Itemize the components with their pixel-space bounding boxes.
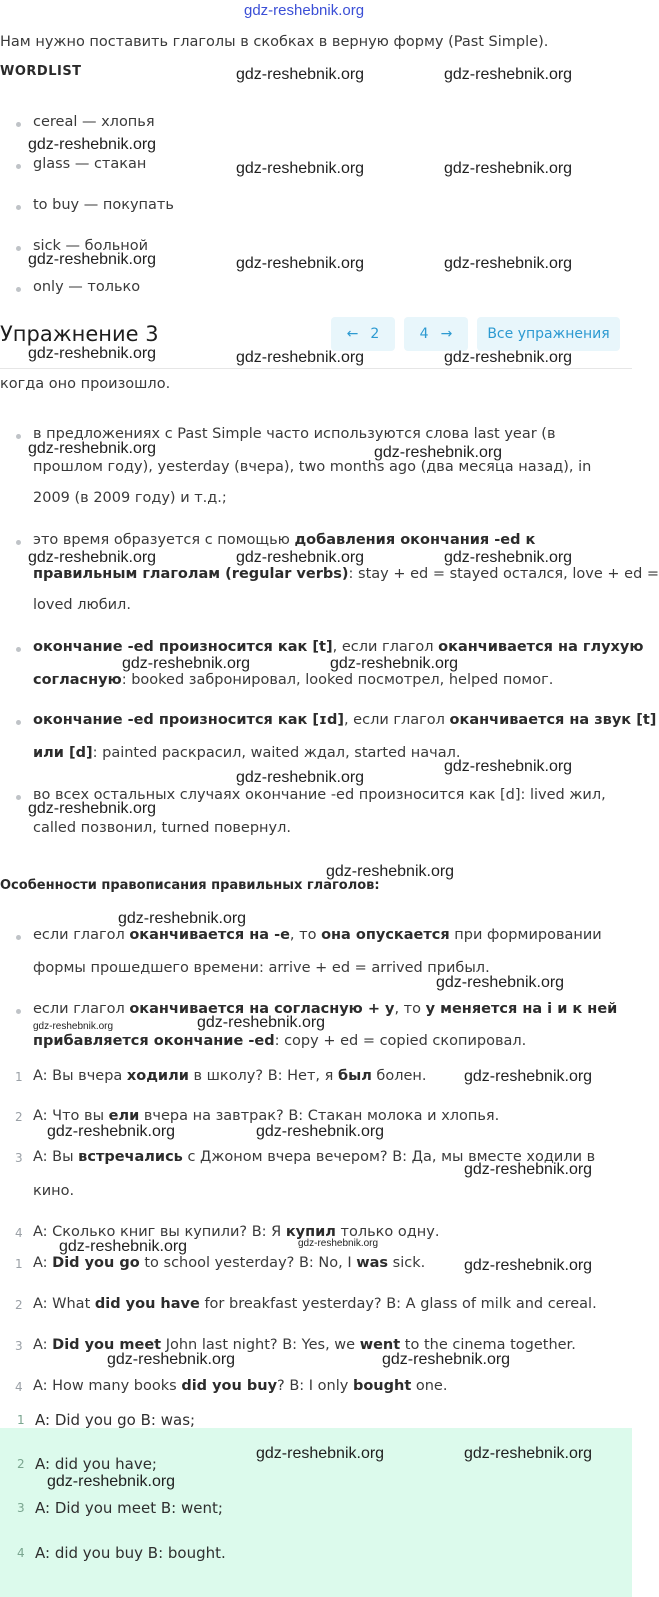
all-exercises-button[interactable] [477, 317, 620, 351]
watermark: gdz-reshebnik.org [47, 1473, 176, 1490]
item-number: 2 [15, 1110, 23, 1124]
watermark: gdz-reshebnik.org [28, 345, 157, 362]
bullet [16, 164, 21, 169]
spelling-line: если глагол оканчивается на согласную + у, то у меняется на i и к ней [33, 1001, 618, 1017]
wordlist-item: glass — стакан [33, 156, 147, 172]
theory-line: согласную: booked забронировал, looked посмотрел, helped помог. [33, 672, 554, 688]
russian-sentence: A: Вы встречались с Джоном вчера вечером? B: Да, мы вместе ходили в [33, 1149, 596, 1165]
english-sentence: A: Did you meet John last night? B: Yes, we went to the cinema together. [33, 1337, 576, 1353]
prev-exercise-button[interactable] [331, 317, 395, 351]
spelling-line: формы прошедшего времени: arrive + ed = arrived прибыл. [33, 960, 490, 976]
theory-line: правильным глаголам (regular verbs): stay + ed = stayed остался, love + ed = [33, 566, 659, 582]
item-number: 1 [17, 1413, 25, 1427]
exercise-title: Упражнение 3 [0, 322, 159, 346]
bullet [16, 205, 21, 210]
watermark: gdz-reshebnik.org [107, 1351, 236, 1368]
item-number: 3 [17, 1501, 25, 1515]
watermark: gdz-reshebnik.org [330, 655, 459, 672]
watermark: gdz-reshebnik.org [236, 769, 365, 786]
wordlist-title: WORDLIST [0, 64, 82, 79]
watermark: gdz-reshebnik.org [28, 251, 157, 268]
wordlist-item: to buy — покупать [33, 197, 174, 213]
watermark: gdz-reshebnik.org [197, 1014, 326, 1031]
watermark: gdz-reshebnik.org [47, 1123, 176, 1140]
answer-line: A: did you have; [35, 1455, 157, 1473]
russian-sentence-cont: кино. [33, 1183, 75, 1199]
english-sentence: A: Did you go to school yesterday? B: No, I was sick. [33, 1255, 426, 1271]
item-number: 1 [15, 1070, 23, 1084]
watermark: gdz-reshebnik.org [122, 655, 251, 672]
next-exercise-button[interactable] [404, 317, 468, 351]
item-number: 3 [15, 1151, 23, 1165]
watermark-top: gdz-reshebnik.org [244, 2, 365, 19]
theory-line: это время образуется с помощью добавления окончания -ed к [33, 532, 536, 548]
item-number: 4 [15, 1226, 23, 1240]
watermark: gdz-reshebnik.org [236, 255, 365, 272]
watermark: gdz-reshebnik.org [444, 66, 573, 83]
bullet [16, 647, 21, 652]
english-sentence: A: What did you have for breakfast yesterday? B: A glass of milk and cereal. [33, 1296, 597, 1312]
watermark: gdz-reshebnik.org [256, 1123, 385, 1140]
intro-text: Нам нужно поставить глаголы в скобках в верную форму (Past Simple). [0, 34, 549, 50]
arrow-left-icon: ← [346, 326, 359, 342]
divider [0, 368, 632, 369]
bullet [16, 720, 21, 725]
watermark: gdz-reshebnik.org [464, 1445, 593, 1462]
answer-line: A: Did you go B: was; [35, 1411, 196, 1429]
theory-intro: когда оно произошло. [0, 376, 171, 392]
theory-line: 2009 (в 2009 году) и т.д.; [33, 490, 227, 506]
watermark: gdz-reshebnik.org [236, 349, 365, 366]
all-exercises-label: Все упражнения [487, 326, 610, 342]
watermark: gdz-reshebnik.org [236, 66, 365, 83]
theory-line: окончание -ed произносится как [t], если глагол оканчивается на глухую [33, 639, 644, 655]
watermark: gdz-reshebnik.org [118, 910, 247, 927]
watermark: gdz-reshebnik.org [59, 1238, 188, 1255]
watermark: gdz-reshebnik.org [382, 1351, 511, 1368]
watermark: gdz-reshebnik.org [236, 160, 365, 177]
watermark: gdz-reshebnik.org [298, 1238, 379, 1249]
bullet [16, 434, 21, 439]
bullet [16, 540, 21, 545]
theory-line: или [d]: painted раскрасил, waited ждал, started начал. [33, 745, 461, 761]
english-sentence: A: How many books did you buy? B: I only bought one. [33, 1378, 448, 1394]
watermark: gdz-reshebnik.org [444, 160, 573, 177]
watermark: gdz-reshebnik.org [28, 136, 157, 153]
theory-line: called позвонил, turned повернул. [33, 820, 291, 836]
answer-line: A: did you buy B: bought. [35, 1544, 226, 1562]
watermark: gdz-reshebnik.org [464, 1257, 593, 1274]
next-exercise-label: 4 [419, 326, 429, 342]
theory-line: в предложениях с Past Simple часто используются слова last year (в [33, 426, 556, 442]
spelling-title: Особенности правописания правильных глаголов: [0, 878, 380, 893]
watermark: gdz-reshebnik.org [444, 758, 573, 775]
watermark: gdz-reshebnik.org [464, 1068, 593, 1085]
russian-sentence: A: Сколько книг вы купили? B: Я купил только одну. [33, 1224, 440, 1240]
russian-sentence: A: Что вы ели вчера на завтрак? B: Стакан молока и хлопья. [33, 1108, 500, 1124]
watermark: gdz-reshebnik.org [436, 974, 565, 991]
spelling-line: прибавляется окончание -ed: copy + ed = copied скопировал. [33, 1033, 527, 1049]
item-number: 4 [17, 1546, 25, 1560]
watermark: gdz-reshebnik.org [374, 444, 503, 461]
watermark: gdz-reshebnik.org [33, 1021, 114, 1032]
item-number: 1 [15, 1257, 23, 1271]
watermark: gdz-reshebnik.org [444, 255, 573, 272]
wordlist-item: sick — больной [33, 238, 149, 254]
bullet [16, 1009, 21, 1014]
bullet [16, 246, 21, 251]
item-number: 2 [15, 1298, 23, 1312]
wordlist-item: cereal — хлопья [33, 114, 155, 130]
watermark: gdz-reshebnik.org [28, 549, 157, 566]
item-number: 4 [15, 1380, 23, 1394]
bullet [16, 935, 21, 940]
item-number: 2 [17, 1457, 25, 1471]
bullet [16, 122, 21, 127]
item-number: 3 [15, 1339, 23, 1353]
theory-line: окончание -ed произносится как [ɪd], если глагол оканчивается на звук [t] [33, 712, 657, 728]
answer-line: A: Did you meet B: went; [35, 1499, 223, 1517]
bullet [16, 287, 21, 292]
theory-line: во всех остальных случаях окончание -ed произносится как [d]: lived жил, [33, 787, 606, 803]
watermark: gdz-reshebnik.org [256, 1445, 385, 1462]
watermark: gdz-reshebnik.org [464, 1161, 593, 1178]
russian-sentence: A: Вы вчера ходили в школу? B: Нет, я был болен. [33, 1068, 427, 1084]
theory-line: loved любил. [33, 597, 131, 613]
bullet [16, 795, 21, 800]
prev-exercise-label: 2 [370, 326, 380, 342]
wordlist-item: only — только [33, 279, 141, 295]
watermark: gdz-reshebnik.org [28, 440, 157, 457]
watermark: gdz-reshebnik.org [444, 549, 573, 566]
watermark: gdz-reshebnik.org [326, 863, 455, 880]
theory-line: прошлом году), yesterday (вчера), two months ago (два месяца назад), in [33, 459, 592, 475]
watermark: gdz-reshebnik.org [444, 349, 573, 366]
spelling-line: если глагол оканчивается на -е, то она опускается при формировании [33, 927, 602, 943]
watermark: gdz-reshebnik.org [28, 800, 157, 817]
arrow-right-icon: → [440, 326, 453, 342]
watermark: gdz-reshebnik.org [236, 549, 365, 566]
